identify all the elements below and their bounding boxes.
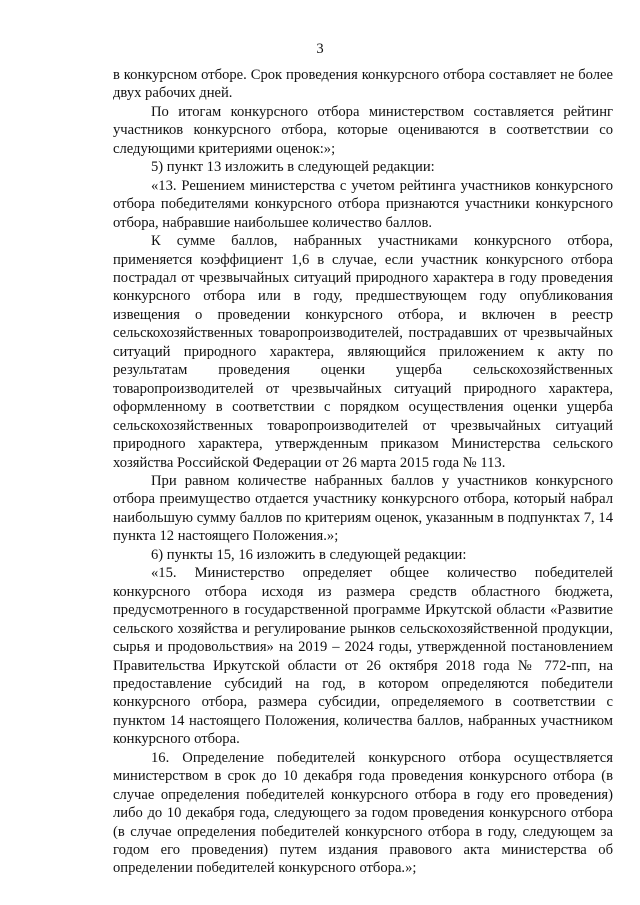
paragraph-point-15: «15. Министерство определяет общее количество победителей конкурсного отбора исходя из размера средств областного бюджета, предусмотренного в государственной программе Иркутской области «Развитие сельского хозяйства и регулирование рынков сельскохозяйственной продукции, сырья и продовольствия» на 2019 – 2024 годы, утвержденной постановлением Правительства Иркутской области от 26 октября 2018 года № 772-пп, на предоставление субсидий на год, в котором определяются победители конкурсного отбора, размера субсидии, определяемого в соответствии с пунктом 14 настоящего Положения, количества баллов, набранных участником конкурсного отбора. [113,565,613,748]
paragraph-rating: По итогам конкурсного отбора министерством составляется рейтинг участников конкурсного отбора, которые оцениваются в соответствии со следующими критериями оценок:»; [113,103,613,157]
paragraph-item-5: 5) пункт 13 изложить в следующей редакции: [151,159,435,176]
paragraph-coefficient: К сумме баллов, набранных участниками конкурсного отбора, применяется коэффициент 1,6 в случае, если участник конкурсного отбора пострадал от чрезвычайных ситуаций природного характера в году проведения конкурсного отбора или в году, предшествующем году опубликования извещения о проведении конкурсного отбора, и включен в реестр сельскохозяйственных товаропроизводителей, пострадавших от чрезвычайных ситуаций природного характера, являющийся приложением к акту по результатам проведения оценки ущерба сельскохозяйственных товаропроизводителей от чрезвычайных ситуаций природного характера, оформленному в соответствии с порядком осуществления оценки ущерба сельскохозяйственных товаропроизводителей от чрезвычайных ситуаций природного характера, утвержденным приказом Министерства сельского хозяйства Российской Федерации от 26 марта 2015 года № 113. [113,233,613,471]
paragraph-point-13: «13. Решением министерства с учетом рейтинга участников конкурсного отбора победителями конкурсного отбора признаются участники конкурсного отбора, набравшие наибольшее количество баллов. [113,177,613,231]
paragraph-equal-points: При равном количестве набранных баллов у участников конкурсного отбора преимущество отдается участнику конкурсного отбора, который набрал наибольшую сумму баллов по критериям оценок, указанным в подпунктах 7, 14 пункта 12 настоящего Положения.»; [113,472,613,545]
paragraph-point-16: 16. Определение победителей конкурсного отбора осуществляется министерством в срок до 10 декабря года проведения конкурсного отбора (в случае определения победителей конкурсного отбора в году его проведения) либо до 10 декабря года, следующего за годом проведения конкурсного отбора (в случае определения победителей конкурсного отбора в году, следующем за годом его проведения) путем издания правового акта министерства об определении победителей конкурсного отбора.»; [113,749,613,877]
paragraph-continuation: в конкурсном отборе. Срок проведения конкурсного отбора составляет не более двух рабочих дней. [113,67,613,102]
paragraph-item-6: 6) пункты 15, 16 изложить в следующей редакции: [151,546,467,563]
document-body [113,66,613,878]
page-number: 3 [316,41,324,57]
